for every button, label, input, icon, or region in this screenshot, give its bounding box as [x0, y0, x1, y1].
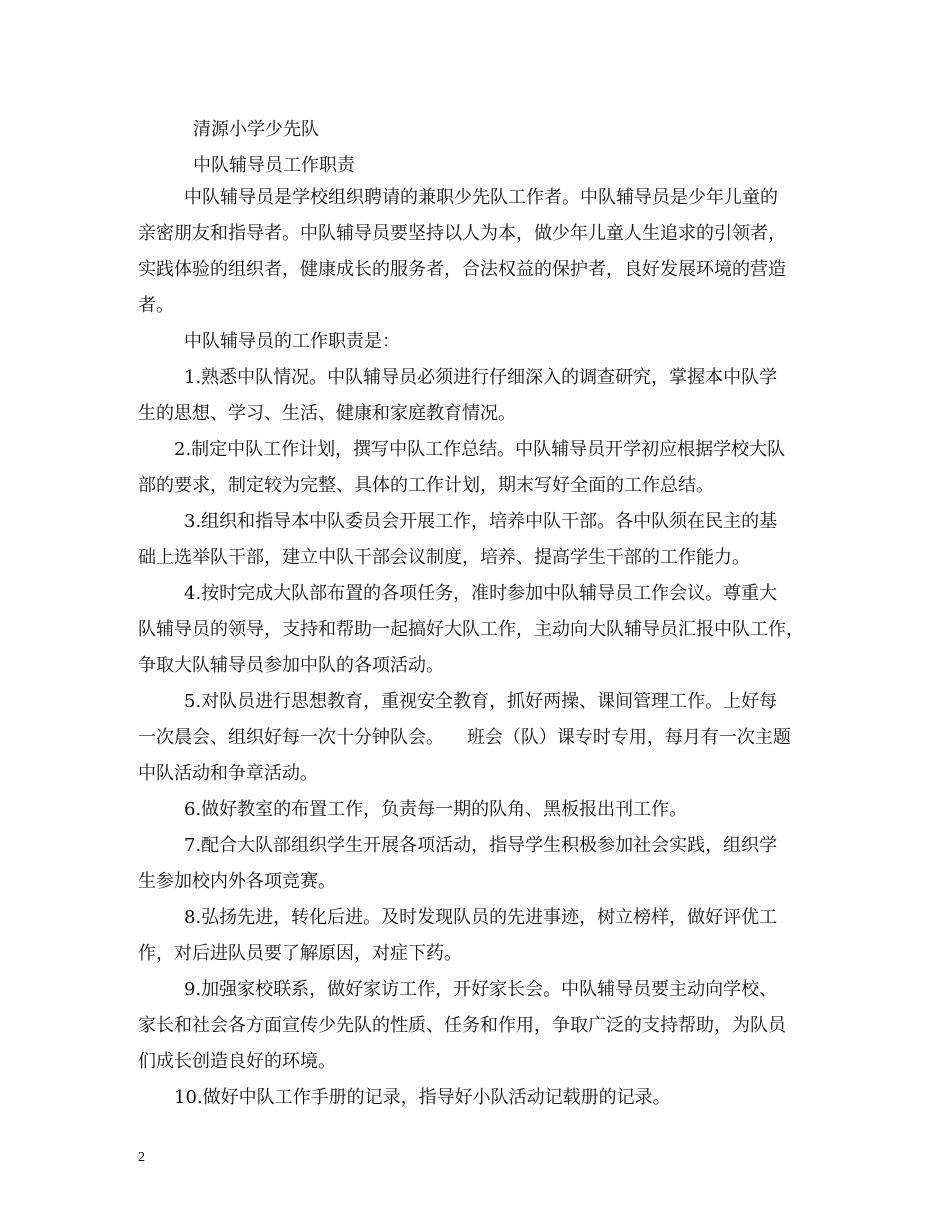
body-line: 2.制定中队工作计划，撰写中队工作总结。中队辅导员开学初应根据学校大队 — [174, 439, 786, 460]
body-line: 作，对后进队员要了解原因，对症下药。 — [138, 943, 462, 964]
body-line: 10.做好中队工作手册的记录，指导好小队活动记载册的记录。 — [174, 1087, 671, 1108]
body-line: 中队辅导员的工作职责是： — [184, 331, 400, 352]
body-line: 8.弘扬先进，转化后进。及时发现队员的先进事迹，树立榜样，做好评优工 — [184, 907, 778, 928]
body-line: 9.加强家校联系，做好家访工作，开好家长会。中队辅导员要主动向学校、 — [184, 979, 778, 1000]
body-line: 3.组织和指导本中队委员会开展工作，培养中队干部。各中队须在民主的基 — [184, 511, 778, 532]
title-heading: 中队辅导员工作职责 — [193, 155, 355, 176]
body-line: 础上选举队干部，建立中队干部会议制度，培养、提高学生干部的工作能力。 — [138, 547, 750, 568]
body-line: 部的要求，制定较为完整、具体的工作计划，期末写好全面的工作总结。 — [138, 475, 714, 496]
body-line: 6.做好教室的布置工作，负责每一期的队角、黑板报出刊工作。 — [184, 799, 688, 820]
body-line: 中队活动和争章活动。 — [138, 763, 318, 784]
body-line: 中队辅导员是学校组织聘请的兼职少先队工作者。中队辅导员是少年儿童的 — [184, 187, 778, 208]
body-line: 5.对队员进行思想教育，重视安全教育，抓好两操、课间管理工作。上好每 — [184, 691, 778, 712]
body-line: 们成长创造良好的环境。 — [138, 1051, 336, 1072]
body-line: 1.熟悉中队情况。中队辅导员必须进行仔细深入的调查研究，掌握本中队学 — [184, 367, 778, 388]
body-line: 一次晨会、组织好每一次十分钟队会。 班会（队）课专时专用，每月有一次主题 — [138, 727, 791, 748]
body-line: 生参加校内外各项竞赛。 — [138, 871, 336, 892]
page-number: 2 — [138, 1150, 145, 1165]
body-line: 4.按时完成大队部布置的各项任务，准时参加中队辅导员工作会议。尊重大 — [184, 583, 778, 604]
title-school: 清源小学少先队 — [193, 119, 319, 140]
body-line: 队辅导员的领导，支持和帮助一起搞好大队工作，主动向大队辅导员汇报中队工作， — [138, 619, 804, 640]
body-line: 争取大队辅导员参加中队的各项活动。 — [138, 655, 444, 676]
body-line: 生的思想、学习、生活、健康和家庭教育情况。 — [138, 403, 516, 424]
body-line: 7.配合大队部组织学生开展各项活动，指导学生积极参加社会实践，组织学 — [184, 835, 778, 856]
body-line: 者。 — [138, 295, 174, 316]
body-line: 实践体验的组织者，健康成长的服务者，合法权益的保护者，良好发展环境的营造 — [138, 259, 786, 280]
body-line: 家长和社会各方面宣传少先队的性质、任务和作用，争取广泛的支持帮助，为队员 — [138, 1015, 786, 1036]
body-line: 亲密朋友和指导者。中队辅导员要坚持以人为本，做少年儿童人生追求的引领者， — [138, 223, 786, 244]
